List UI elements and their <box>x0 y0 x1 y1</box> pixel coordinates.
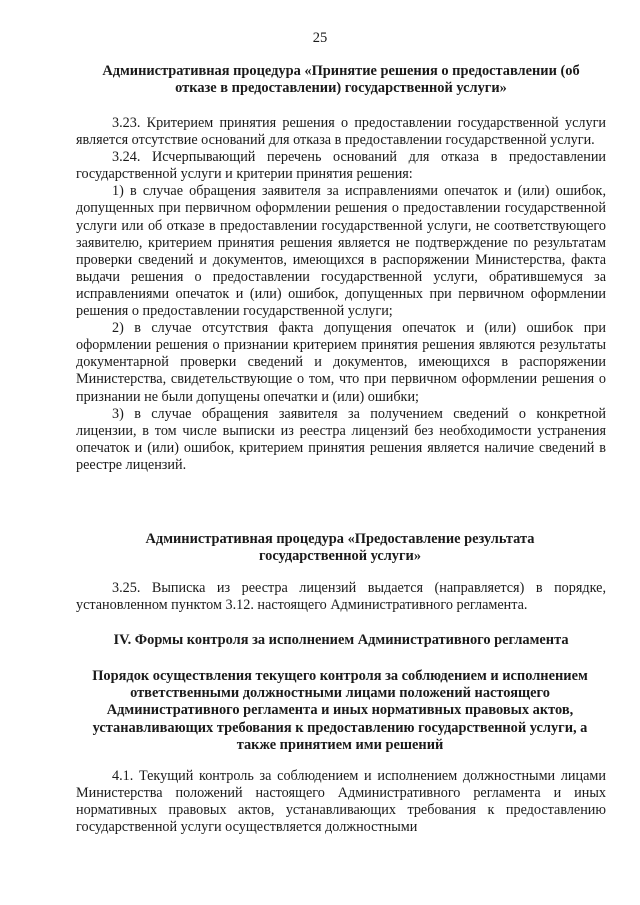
chapter-heading-control: IV. Формы контроля за исполнением Административного регламента <box>113 632 569 648</box>
section-body-result <box>76 580 606 614</box>
paragraph-4-1: 4.1. Текущий контроль за соблюдением и исполнением должностными лицами Министерства положений настоящего Административного регламента и иных нормативных правовых актов, устанавливающих требования к предоставлению государственной услуги осуществляется должностными <box>76 768 606 836</box>
paragraph-item-1: 1) в случае обращения заявителя за исправлениями опечаток и (или) ошибок, допущенных при первичном оформлении решения о предоставлении государственной услуги или об отказе в предоставлении государственной услуги, не соответствующего заявителю, критерием принятия решения является не подтверждение по результатам проверки сведений и документов, имеющихся в распоряжении Министерства, факта выдачи решения о предоставлении государственной услуги, обратившемуся за исправлениями опечаток и (или) ошибок, допущенных при первичном оформлении решения о предоставлении государственной услуги; <box>76 183 606 320</box>
subheading-current-control: Порядок осуществления текущего контроля за соблюдением и исполнением ответственными должностными лицами положений настоящего Административного регламента и иных нормативных правовых актов, устанавливающих требования к предоставлению государственной услуги, а также принятием ими решений <box>92 668 588 753</box>
paragraph-item-2: 2) в случае отсутствия факта допущения опечаток и (или) ошибок при оформлении решения о признании критерием принятия решения являются результаты документарной проверки сведений и документов, имеющихся в распоряжении Министерства, свидетельствующие о том, что при первичном оформлении решения о признании не были допущены опечатки и (или) ошибки; <box>76 320 606 405</box>
paragraph-3-24: 3.24. Исчерпывающий перечень оснований для отказа в предоставлении государственной услуги и критерии принятия решения: <box>76 149 606 183</box>
paragraph-item-3: 3) в случае обращения заявителя за получением сведений о конкретной лицензии, в том числе выписки из реестра лицензий без необходимости устранения опечаток и (или) ошибок, критерием принятия решения является наличие сведений в реестре лицензий. <box>76 405 606 473</box>
section-body-decision <box>76 115 606 474</box>
section-heading-decision: Административная процедура «Принятие решения о предоставлении (об отказе в предоставлении) государственной услуги» <box>102 63 580 97</box>
section-body-control <box>76 768 606 836</box>
paragraph-3-25: 3.25. Выписка из реестра лицензий выдается (направляется) в порядке, установленном пунктом 3.12. настоящего Административного регламента. <box>76 580 606 614</box>
paragraph-3-23: 3.23. Критерием принятия решения о предоставлении государственной услуги является отсутствие оснований для отказа в предоставлении государственной услуги. <box>76 115 606 149</box>
page-number: 25 <box>312 30 328 46</box>
section-heading-result: Административная процедура «Предоставление результата государственной услуги» <box>145 531 535 565</box>
